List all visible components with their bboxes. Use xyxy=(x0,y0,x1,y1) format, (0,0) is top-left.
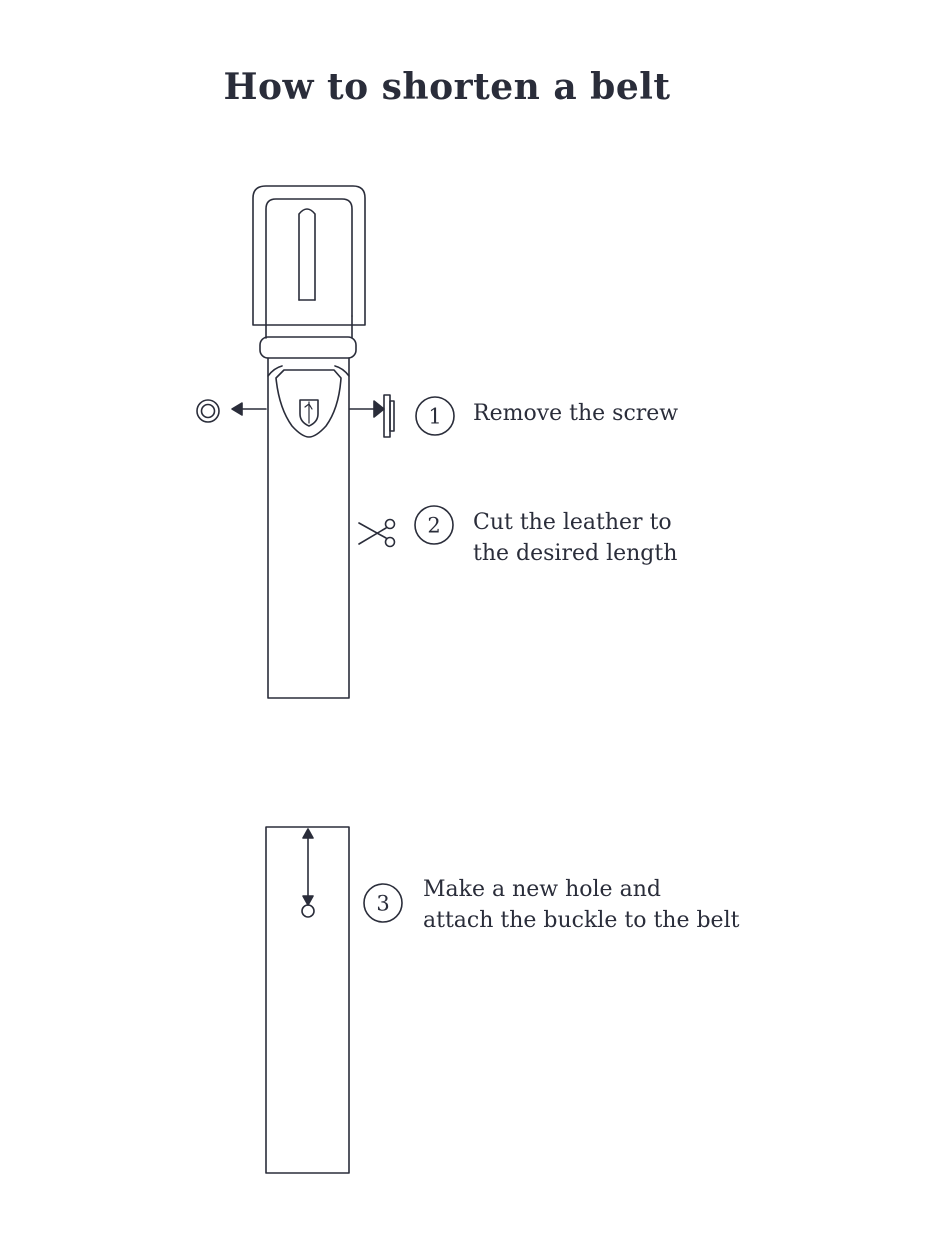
step-3-line-1: Make a new hole and xyxy=(423,877,661,902)
step-2-number xyxy=(415,506,453,544)
remove-screw-right xyxy=(350,395,394,437)
buckle-opening xyxy=(266,199,352,325)
step-1-line-1: Remove the screw xyxy=(473,401,679,426)
step-3-line-2: attach the buckle to the belt xyxy=(423,908,740,933)
step-3-number-text: 3 xyxy=(376,891,390,916)
step-1-number xyxy=(416,397,454,435)
step-2-text xyxy=(473,507,677,569)
step-3-number xyxy=(364,884,402,922)
belt-logo-icon xyxy=(300,400,318,426)
new-hole xyxy=(302,905,314,917)
belt-keeper xyxy=(260,337,356,358)
screw-post-icon xyxy=(384,395,394,437)
belt-end xyxy=(266,827,349,1173)
scissors-icon xyxy=(359,520,395,547)
buckle-frame xyxy=(253,186,365,325)
buckle-prong xyxy=(299,209,315,300)
step-2-line-2: the desired length xyxy=(473,541,678,566)
step-1-text xyxy=(473,398,678,429)
belt-with-buckle xyxy=(253,186,365,698)
page-title: How to shorten a belt xyxy=(223,66,671,108)
step-2-line-1: Cut the leather to xyxy=(473,510,672,535)
step-2-number-text: 2 xyxy=(427,513,441,538)
screw-icon xyxy=(197,400,219,422)
step-3-text xyxy=(423,874,739,936)
step-1-number-text: 1 xyxy=(428,404,442,429)
remove-screw-left xyxy=(197,400,266,422)
